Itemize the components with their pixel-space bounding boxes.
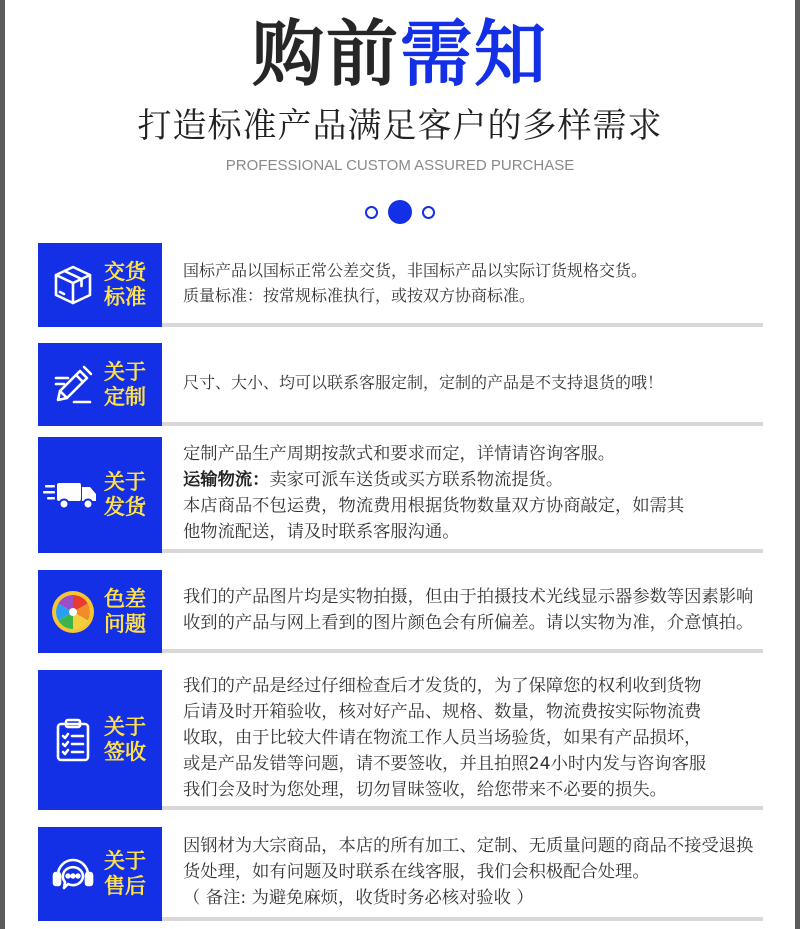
bold-prefix: 运输物流： <box>183 470 270 490</box>
section-badge <box>38 343 162 426</box>
page-title <box>0 12 800 96</box>
text-line: （ 备注: 为避免麻烦，收货时务必核对验收 ） <box>183 888 534 908</box>
text-line: 尺寸、大小、均可以联系客服定制，定制的产品是不支持退货的哦！ <box>183 373 664 392</box>
text-line: 后请及时开箱验收，核对好产品、规格、数量，物流费按实际物流费 <box>183 702 702 722</box>
section-text-card <box>162 437 763 553</box>
section-text-card <box>162 670 763 810</box>
section-after-sales <box>38 827 763 921</box>
page-subtitle: 打造标准产品满足客户的多样需求 <box>137 106 663 146</box>
label-line: 问题 <box>104 611 146 636</box>
page-tagline: PROFESSIONAL CUSTOM ASSURED PURCHASE <box>225 157 575 174</box>
section-customization <box>38 343 763 426</box>
color-wheel-icon <box>50 589 96 635</box>
text-line: 因钢材为大宗商品，本店的所有加工、定制、无质量问题的商品不接受退换 <box>183 836 754 856</box>
text-line: 定制产品生产周期按款式和要求而定，详情请咨询客服。 <box>183 444 616 464</box>
label-line: 关于 <box>104 359 146 384</box>
section-text-card <box>162 243 763 327</box>
label-line: 交货 <box>104 260 146 284</box>
label-line: 色差 <box>104 586 146 611</box>
label-line: 关于 <box>104 470 146 494</box>
dot-filled-center <box>388 200 412 224</box>
label-line: 签收 <box>104 740 146 764</box>
section-color-difference <box>38 570 763 653</box>
text-line: 货处理，如有问题及时联系在线客服，我们会积极配合处理。 <box>183 862 650 882</box>
text-line: 我们会及时为您处理，切勿冒昧签收，给您带来不必要的损失。 <box>183 780 667 800</box>
text-line: 本店商品不包运费，物流费用根据货物数量双方协商敲定，如需其 <box>183 496 685 516</box>
section-receipt <box>38 670 763 810</box>
section-text-card <box>162 827 763 921</box>
clipboard-checklist-icon <box>50 717 96 763</box>
decorative-dots <box>0 199 800 225</box>
section-badge <box>38 670 162 810</box>
section-label <box>104 360 146 410</box>
text-line: 收取，由于比较大件请在物流工作人员当场验货，如果有产品损坏， <box>183 728 702 748</box>
label-line: 定制 <box>104 384 146 409</box>
section-shipping <box>38 437 763 553</box>
label-line: 关于 <box>104 715 146 739</box>
customer-service-headset-icon <box>50 851 96 897</box>
text-line: 我们的产品是经过仔细检查后才发货的，为了保障您的权利收到货物 <box>183 676 702 696</box>
section-label <box>104 715 146 765</box>
dot-ring-right <box>422 206 435 219</box>
pen-edit-icon <box>50 362 96 408</box>
section-label <box>104 260 146 310</box>
section-label <box>104 587 146 637</box>
section-badge <box>38 570 162 653</box>
text-line-with-bold <box>183 467 759 493</box>
label-line: 售后 <box>104 874 146 898</box>
section-badge <box>38 243 162 327</box>
section-label <box>104 470 146 520</box>
section-badge <box>38 827 162 921</box>
section-text-card <box>162 343 763 426</box>
package-box-icon <box>50 262 96 308</box>
text-rest: 卖家可派车送货或买方联系物流提货。 <box>269 470 564 490</box>
title-accent-part: 需知 <box>400 12 549 96</box>
title-dark-part: 购前 <box>251 12 400 96</box>
label-line: 关于 <box>104 849 146 873</box>
label-line: 发货 <box>104 495 146 519</box>
section-text-card <box>162 570 763 653</box>
text-line: 或是产品发错等问题，请不要签收，并且拍照24小时内发与咨询客服 <box>183 754 707 774</box>
text-line: 收到的产品与网上看到的图片颜色会有所偏差。请以实物为准，介意慎拍。 <box>183 612 754 633</box>
text-line: 质量标准：按常规标准执行，或按双方协商标准。 <box>183 286 536 305</box>
text-line: 他物流配送，请及时联系客服沟通。 <box>183 522 460 542</box>
delivery-truck-icon <box>43 472 99 518</box>
section-label <box>104 849 146 899</box>
section-badge <box>38 437 162 553</box>
section-delivery-standard <box>38 243 763 327</box>
text-line: 国标产品以国标正常公差交货，非国标产品以实际订货规格交货。 <box>183 261 648 280</box>
label-line: 标准 <box>104 285 146 309</box>
dot-ring-left <box>365 206 378 219</box>
text-line: 我们的产品图片均是实物拍摄，但由于拍摄技术光线显示器参数等因素影响 <box>183 586 754 607</box>
